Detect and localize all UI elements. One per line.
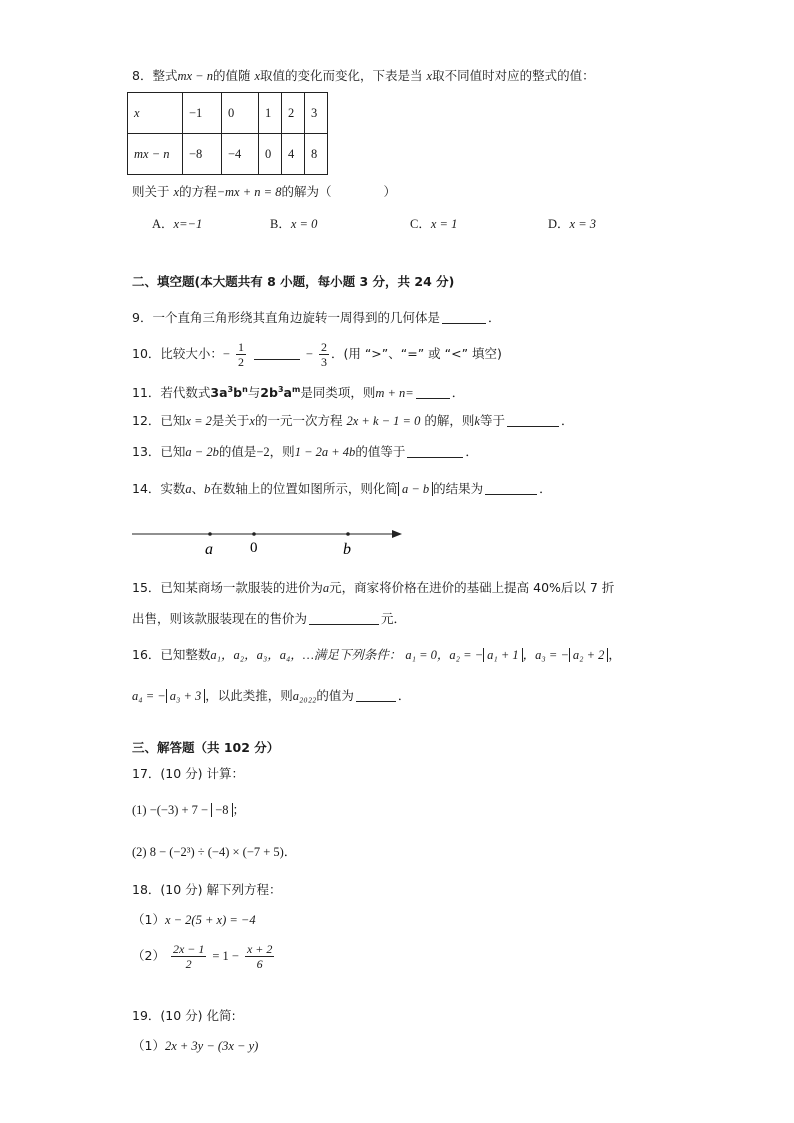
point-b	[346, 532, 350, 536]
term-base: 2b	[260, 385, 278, 401]
q15-line2	[132, 609, 406, 629]
q15-line1	[132, 578, 614, 598]
q8-equation: −mx + n = 8	[216, 185, 282, 199]
q17-part2	[132, 842, 296, 862]
table-cell: 4	[282, 134, 305, 175]
q18-equation: = 1 −	[212, 949, 239, 963]
q12-equation: 2x + k − 1 = 0	[346, 414, 421, 428]
q18-part1	[132, 910, 256, 930]
q11-text: 11．若代数式	[132, 385, 211, 401]
q11-expression: m + n=	[375, 386, 414, 401]
table-cell: −1	[183, 93, 222, 134]
term-base: a	[283, 385, 292, 401]
q14-absolute-value: a − b	[398, 482, 433, 496]
q14-text: 的结果为	[433, 481, 484, 496]
q9-text: 9．一个直角三角形绕其直角边旋转一周得到的几何体是	[132, 310, 440, 325]
q16-line1	[132, 645, 621, 665]
term-base: 3a	[210, 385, 228, 401]
q8-text: 则关于	[132, 184, 170, 199]
fraction	[171, 942, 206, 971]
q17-head: 17．(10 分) 计算：	[132, 766, 245, 781]
q16-sequence: a₁，a₂，a₃，a₄，…满足下列条件：	[210, 648, 402, 662]
term-exponent: n	[242, 385, 248, 394]
fraction	[236, 340, 246, 369]
q12	[132, 411, 573, 431]
q8-expression: mx − n	[177, 69, 213, 83]
q11-end: ．	[451, 385, 465, 401]
section-title: 三、解答题（共 102 分）	[132, 740, 280, 755]
q8-text: 取值的变化而变化，下表是当	[260, 68, 423, 83]
q11-text: 与	[247, 385, 261, 401]
table-cell: 8	[305, 134, 328, 175]
q8-value-table	[127, 92, 328, 175]
q18-head: 18．(10 分) 解下列方程：	[132, 882, 282, 897]
number-line	[130, 522, 410, 562]
q8-text: 的解为（	[281, 184, 332, 199]
q16-text: ，以此类推，则	[205, 688, 293, 703]
fraction-denominator: 2	[185, 957, 192, 971]
fraction-denominator: 6	[256, 957, 263, 971]
q13-value: −2	[256, 445, 270, 459]
table-row-label: mx − n	[128, 134, 183, 175]
q15-text: 出售，则该款服装现在的售价为	[132, 611, 308, 626]
q10-sign: −	[305, 347, 313, 361]
q16-condition: a₁ = 0，	[405, 648, 450, 662]
term-base: b	[233, 385, 243, 401]
q16-line2	[132, 686, 410, 706]
axis-arrow-icon	[392, 530, 402, 538]
q16-condition: a₄ = −	[132, 689, 166, 703]
q17-absolute-value: −8	[211, 803, 232, 817]
q16-absolute-value: a₁ + 1	[483, 648, 523, 662]
q15-var: a	[322, 581, 330, 595]
q10-text: ．(用 “>”、“=” 或 “<” 填空)	[330, 346, 502, 361]
q17-text: ．	[283, 844, 297, 859]
fraction-denominator: 3	[320, 355, 327, 369]
option-b[interactable]	[270, 214, 317, 232]
q15-text: 15．已知某商场一款服装的进价为	[132, 580, 323, 595]
q8-var: x	[426, 69, 433, 83]
q12-var: x	[249, 414, 255, 428]
answer-blank[interactable]	[254, 345, 300, 360]
q16-condition: a₂ = −	[449, 648, 484, 662]
term-exponent: 3	[277, 385, 284, 394]
option-value: x = 1	[430, 217, 458, 231]
answer-blank[interactable]	[309, 610, 379, 625]
q14-text: 、	[191, 481, 205, 496]
q10-text: 10．比较大小：	[132, 346, 223, 361]
q16-absolute-value: a₃ + 3	[166, 689, 206, 703]
answer-blank[interactable]	[407, 443, 463, 458]
fraction-numerator: 1	[237, 340, 244, 354]
answer-blank[interactable]	[356, 687, 396, 702]
q12-text: 12．已知	[132, 413, 186, 428]
point-zero	[252, 532, 256, 536]
q11-term2	[260, 385, 300, 400]
table-cell: 0	[222, 93, 259, 134]
q13-expression: a − 2b	[185, 445, 219, 459]
fraction-denominator: 2	[237, 355, 244, 369]
q19-head: 19．(10 分) 化简:	[132, 1008, 236, 1023]
q17-expression: (1) −(−3) + 7 −	[132, 803, 212, 817]
label-zero: 0	[250, 540, 258, 556]
table-cell: −4	[222, 134, 259, 175]
q14	[132, 479, 552, 499]
q14-text: 14．实数	[132, 481, 186, 496]
table-row	[128, 134, 328, 175]
q13	[132, 442, 478, 462]
q17-text: ；	[232, 802, 246, 817]
option-value: x = 3	[569, 217, 597, 231]
q16-end: ．	[397, 688, 411, 703]
table-row-label: x	[128, 93, 183, 134]
option-label: B．	[270, 217, 291, 231]
answer-blank[interactable]	[416, 384, 450, 399]
q8-question	[132, 182, 396, 202]
option-label: C．	[410, 217, 431, 231]
fraction-numerator: 2	[320, 340, 327, 354]
q16-condition: ，a₃ = −	[522, 648, 569, 662]
q17-expression: (2) 8 − (−2³) ÷ (−4) × (−7 + 5)	[132, 845, 284, 859]
q14-var: a	[185, 482, 192, 496]
q13-expression: 1 − 2a + 4b	[294, 445, 356, 459]
q17-part1	[132, 800, 245, 820]
option-value: x = 0	[290, 217, 318, 231]
q10-sign: −	[222, 347, 230, 361]
part-label: （1）	[132, 1038, 165, 1053]
option-label: D．	[548, 217, 570, 231]
q12-text: 等于	[479, 413, 505, 428]
fraction	[245, 942, 274, 971]
q8-text: ）	[383, 184, 396, 199]
q16-text: ，	[608, 647, 621, 662]
q12-text: 的一元一次方程	[254, 413, 343, 428]
term-exponent: m	[291, 385, 301, 394]
table-cell: 3	[305, 93, 328, 134]
option-d[interactable]	[548, 214, 596, 232]
q19-expression: 2x + 3y − (3x − y)	[164, 1039, 259, 1053]
answer-blank[interactable]	[507, 412, 559, 427]
q11-text: 是同类项，则	[300, 385, 376, 401]
option-a[interactable]	[152, 214, 202, 232]
part-label: （2）	[132, 948, 165, 963]
q9-end: ．	[487, 310, 501, 325]
q18-equation: x − 2(5 + x) = −4	[164, 913, 256, 927]
q9	[132, 308, 500, 328]
q18-part2	[132, 938, 276, 974]
q12-var: k	[474, 414, 480, 428]
q8-var: x	[254, 69, 261, 83]
q8-text: 的值随	[212, 68, 251, 83]
q12-end: ．	[560, 413, 574, 428]
q14-text: 在数轴上的位置如图所示，则化简	[210, 481, 398, 496]
q16-text: 16．已知整数	[132, 647, 211, 662]
q8-text: 整式	[152, 68, 178, 83]
q13-text: 的值等于	[355, 444, 406, 459]
q12-text: 的解，则	[424, 413, 475, 428]
q8-text: 取不同值时对应的整式的值：	[432, 68, 595, 83]
q13-text: ，则	[269, 444, 295, 459]
q11-term1	[210, 385, 247, 400]
table-cell: 2	[282, 93, 305, 134]
label-a: a	[205, 541, 213, 558]
q15-text: 元．	[381, 611, 407, 626]
fraction-numerator: x + 2	[246, 942, 273, 956]
table-cell: −8	[183, 134, 222, 175]
q13-end: ．	[465, 444, 478, 459]
q8-text: 的方程	[179, 184, 217, 199]
q12-equation: x = 2	[185, 414, 212, 428]
table-cell: 0	[259, 134, 282, 175]
q13-text: 的值是	[218, 444, 257, 459]
q11	[132, 380, 464, 403]
option-value: x=−1	[173, 217, 203, 231]
answer-blank[interactable]	[442, 309, 486, 324]
fraction	[319, 340, 329, 369]
q12-text: 是关于	[211, 413, 250, 428]
q14-end: ．	[539, 481, 552, 496]
q19-part1	[132, 1036, 258, 1056]
q10	[132, 336, 502, 372]
q8-var: x	[173, 185, 180, 199]
section-title: 二、填空题(本大题共有 8 小题，每小题 3 分，共 24 分)	[132, 274, 455, 289]
q16-text: 的值为	[316, 688, 354, 703]
q13-text: 13．已知	[132, 444, 186, 459]
fraction-numerator: 2x − 1	[172, 942, 205, 956]
part-label: （1）	[132, 912, 165, 927]
q15-text: 元，商家将价格在进价的基础上提高 40%后以 7 折	[329, 580, 615, 595]
q16-term: a₂₀₂₂	[292, 689, 317, 703]
answer-blank[interactable]	[485, 480, 537, 495]
option-c[interactable]	[410, 214, 457, 232]
q8-stem	[132, 66, 595, 86]
option-label: A．	[152, 217, 174, 231]
q8-number: 8．	[132, 68, 153, 83]
point-a	[208, 532, 212, 536]
table-row	[128, 93, 328, 134]
table-cell: 1	[259, 93, 282, 134]
q16-absolute-value: a₂ + 2	[569, 648, 609, 662]
label-b: b	[343, 541, 351, 558]
term-exponent: 3	[227, 385, 234, 394]
q14-var: b	[204, 482, 211, 496]
